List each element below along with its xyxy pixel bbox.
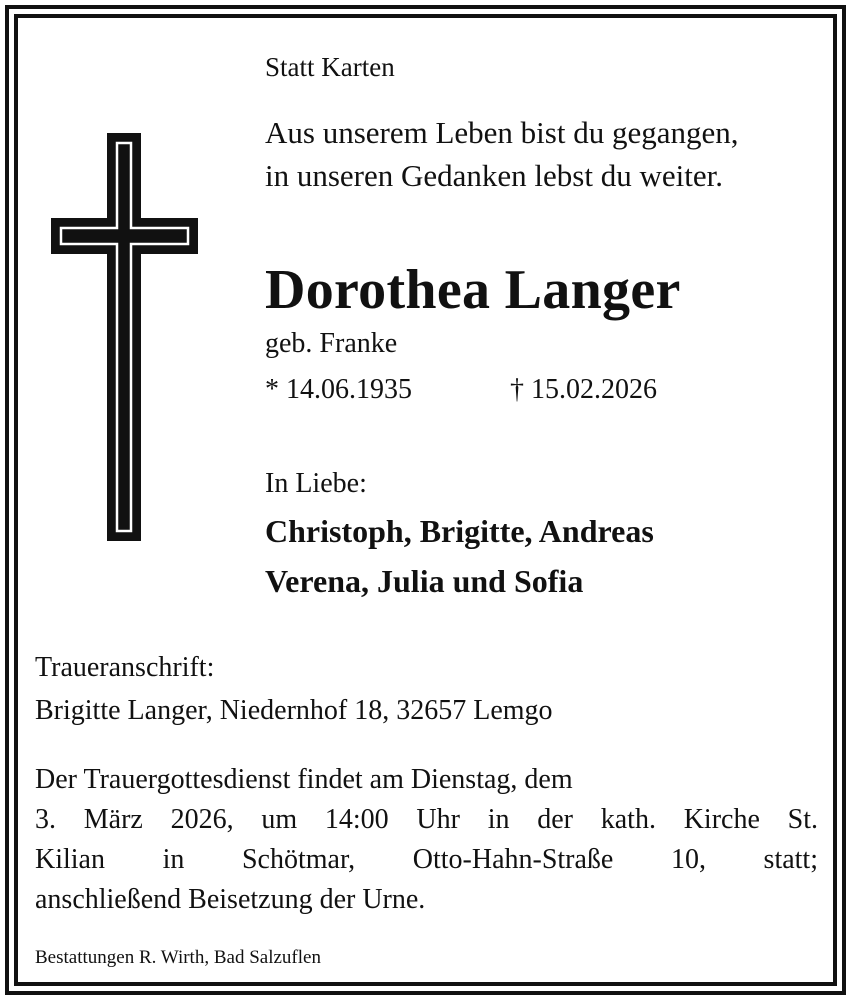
address-label: Traueranschrift: bbox=[35, 652, 215, 683]
mourners-line-2: Verena, Julia und Sofia bbox=[265, 563, 584, 599]
service-line-3: Kilian in Schötmar, Otto-Hahn-Straße 10, statt; bbox=[35, 844, 818, 875]
mourners-line-1: Christoph, Brigitte, Andreas bbox=[265, 513, 654, 549]
service-line-4: anschließend Beisetzung der Urne. bbox=[35, 884, 426, 915]
service-details bbox=[35, 760, 818, 920]
notice-heading: Statt Karten bbox=[265, 52, 395, 82]
poem-line-1: Aus unserem Leben bist du gegangen, bbox=[265, 115, 739, 150]
service-line-2: 3. März 2026, um 14:00 Uhr in der kath. Kirche St. bbox=[35, 804, 818, 835]
undertaker-credit: Bestattungen R. Wirth, Bad Salzuflen bbox=[35, 947, 321, 968]
mourners-intro: In Liebe: bbox=[265, 468, 367, 499]
birth-date: * 14.06.1935 bbox=[265, 374, 412, 405]
death-date: † 15.02.2026 bbox=[510, 374, 657, 405]
address-value: Brigitte Langer, Niedernhof 18, 32657 Lemgo bbox=[35, 695, 553, 726]
service-line-1: Der Trauergottesdienst findet am Dienstag, dem bbox=[35, 764, 573, 795]
deceased-name: Dorothea Langer bbox=[265, 259, 681, 321]
birth-name: geb. Franke bbox=[265, 328, 398, 359]
poem-line-2: in unseren Gedanken lebst du weiter. bbox=[265, 158, 723, 193]
